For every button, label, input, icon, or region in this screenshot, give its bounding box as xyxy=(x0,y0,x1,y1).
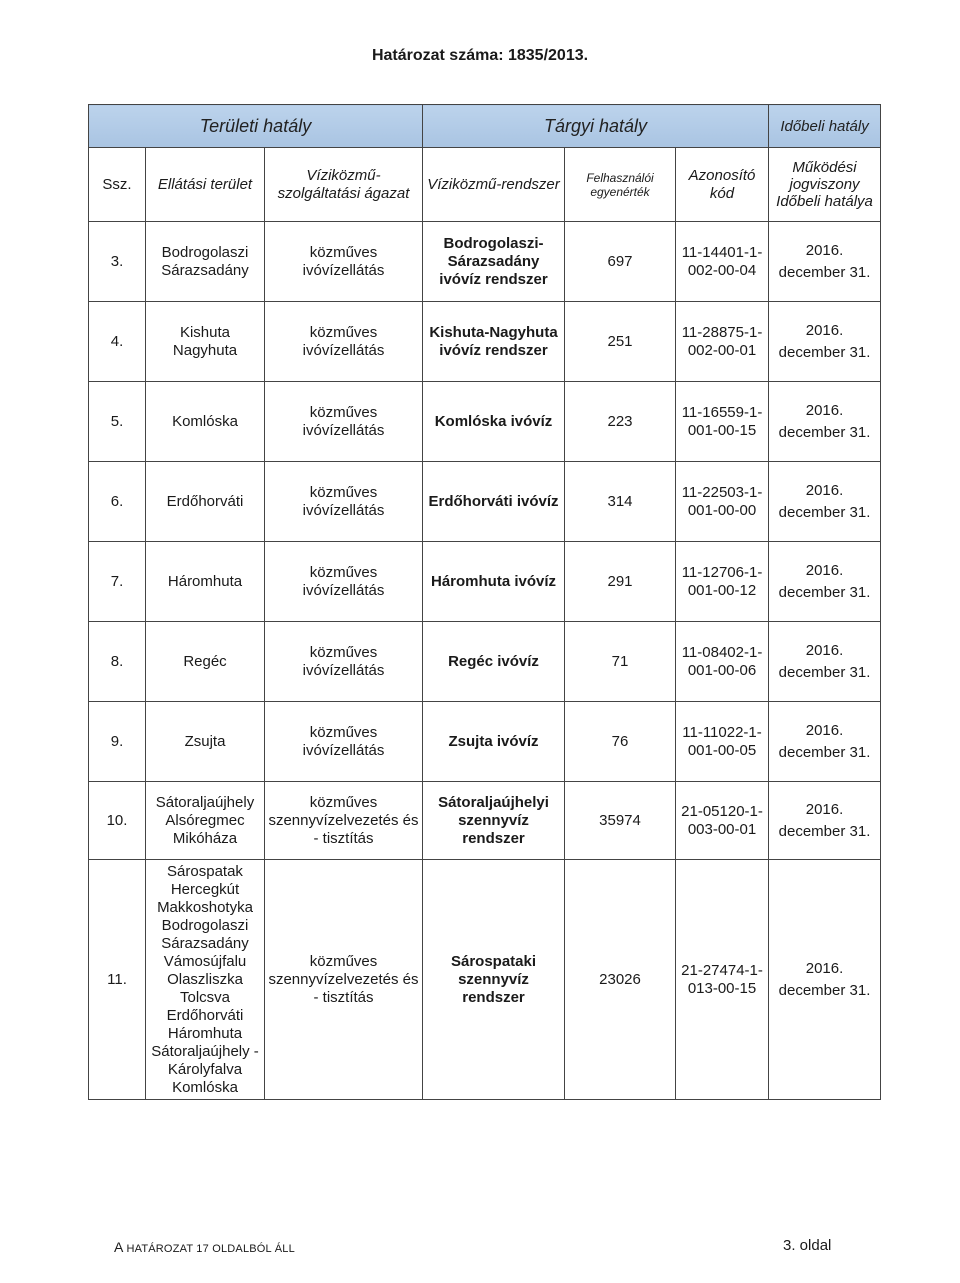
row-rendszer: Erdőhorváti ivóvíz xyxy=(423,462,565,542)
row-ssz: 3. xyxy=(89,222,146,302)
row-ssz: 9. xyxy=(89,702,146,782)
row-idobeli-hataly: 2016. december 31. xyxy=(769,860,881,1100)
row-felhasznaloi-egyenertek: 314 xyxy=(565,462,676,542)
row-idobeli-hataly: 2016. december 31. xyxy=(769,782,881,860)
row-idobeli-hataly: 2016. december 31. xyxy=(769,542,881,622)
footer-prefix: A xyxy=(114,1239,127,1255)
row-felhasznaloi-egyenertek: 23026 xyxy=(565,860,676,1100)
table-row xyxy=(89,382,881,462)
header-agazat: Víziközmű-szolgáltatási ágazat xyxy=(265,148,423,222)
row-azonosito-kod: 11-28875-1-002-00-01 xyxy=(676,302,769,382)
row-rendszer: Zsujta ivóvíz xyxy=(423,702,565,782)
row-agazat: közműves ivóvízellátás xyxy=(265,222,423,302)
row-ssz: 10. xyxy=(89,782,146,860)
row-idobeli-hataly: 2016. december 31. xyxy=(769,222,881,302)
row-agazat: közműves szennyvízelvezetés és - tisztítás xyxy=(265,860,423,1100)
row-azonosito-kod: 11-22503-1-001-00-00 xyxy=(676,462,769,542)
row-rendszer: Sátoraljaújhelyi szennyvíz rendszer xyxy=(423,782,565,860)
row-ellatasi-terulet: Bodrogolaszi Sárazsadány xyxy=(146,222,265,302)
row-felhasznaloi-egyenertek: 697 xyxy=(565,222,676,302)
row-azonosito-kod: 21-05120-1-003-00-01 xyxy=(676,782,769,860)
row-agazat: közműves ivóvízellátás xyxy=(265,302,423,382)
header-rendszer: Víziközmű-rendszer xyxy=(423,148,565,222)
row-ellatasi-terulet: Regéc xyxy=(146,622,265,702)
row-ellatasi-terulet: Háromhuta xyxy=(146,542,265,622)
row-azonosito-kod: 11-11022-1-001-00-05 xyxy=(676,702,769,782)
row-felhasznaloi-egyenertek: 35974 xyxy=(565,782,676,860)
row-ssz: 4. xyxy=(89,302,146,382)
header-mukodesi-jogviszony: Működési jogviszony Időbeli hatálya xyxy=(769,148,881,222)
row-rendszer: Bodrogolaszi-Sárazsadány ivóvíz rendszer xyxy=(423,222,565,302)
table-row xyxy=(89,860,881,1100)
row-rendszer: Sárospataki szennyvíz rendszer xyxy=(423,860,565,1100)
row-ssz: 11. xyxy=(89,860,146,1100)
header-teruleti-hataly: Területi hatály xyxy=(89,105,423,148)
row-idobeli-hataly: 2016. december 31. xyxy=(769,462,881,542)
header-azonosito-kod: Azonosító kód xyxy=(676,148,769,222)
row-azonosito-kod: 11-14401-1-002-00-04 xyxy=(676,222,769,302)
row-ellatasi-terulet: Erdőhorváti xyxy=(146,462,265,542)
table-row xyxy=(89,302,881,382)
row-azonosito-kod: 11-12706-1-001-00-12 xyxy=(676,542,769,622)
header-row-groups xyxy=(89,105,881,148)
table-row xyxy=(89,622,881,702)
header-ssz: Ssz. xyxy=(89,148,146,222)
row-azonosito-kod: 11-16559-1-001-00-15 xyxy=(676,382,769,462)
row-ssz: 6. xyxy=(89,462,146,542)
row-felhasznaloi-egyenertek: 76 xyxy=(565,702,676,782)
table-row xyxy=(89,542,881,622)
header-idobeli-hataly: Időbeli hatály xyxy=(769,105,881,148)
row-felhasznaloi-egyenertek: 223 xyxy=(565,382,676,462)
row-agazat: közműves ivóvízellátás xyxy=(265,702,423,782)
table-row xyxy=(89,702,881,782)
row-agazat: közműves ivóvízellátás xyxy=(265,462,423,542)
row-felhasznaloi-egyenertek: 251 xyxy=(565,302,676,382)
row-agazat: közműves ivóvízellátás xyxy=(265,622,423,702)
row-ssz: 7. xyxy=(89,542,146,622)
row-rendszer: Komlóska ivóvíz xyxy=(423,382,565,462)
row-rendszer: Háromhuta ivóvíz xyxy=(423,542,565,622)
header-felhasznaloi-egyenertek: Felhasználói egyenérték xyxy=(565,148,676,222)
row-agazat: közműves ivóvízellátás xyxy=(265,542,423,622)
row-agazat: közműves ivóvízellátás xyxy=(265,382,423,462)
row-felhasznaloi-egyenertek: 71 xyxy=(565,622,676,702)
row-rendszer: Kishuta-Nagyhuta ivóvíz rendszer xyxy=(423,302,565,382)
table-row xyxy=(89,782,881,860)
header-ellatasi-terulet: Ellátási terület xyxy=(146,148,265,222)
row-ssz: 5. xyxy=(89,382,146,462)
row-idobeli-hataly: 2016. december 31. xyxy=(769,622,881,702)
row-rendszer: Regéc ivóvíz xyxy=(423,622,565,702)
document-title: Határozat száma: 1835/2013. xyxy=(371,47,589,64)
authority-table xyxy=(88,104,881,1100)
table-row xyxy=(89,462,881,542)
row-ellatasi-terulet: Komlóska xyxy=(146,382,265,462)
row-felhasznaloi-egyenertek: 291 xyxy=(565,542,676,622)
row-ellatasi-terulet: Zsujta xyxy=(146,702,265,782)
footer-page-count-text: HATÁROZAT 17 OLDALBÓL ÁLL xyxy=(126,1243,295,1255)
row-azonosito-kod: 21-27474-1-013-00-15 xyxy=(676,860,769,1100)
row-ssz: 8. xyxy=(89,622,146,702)
row-agazat: közműves szennyvízelvezetés és - tisztítás xyxy=(265,782,423,860)
row-idobeli-hataly: 2016. december 31. xyxy=(769,302,881,382)
row-idobeli-hataly: 2016. december 31. xyxy=(769,382,881,462)
row-azonosito-kod: 11-08402-1-001-00-06 xyxy=(676,622,769,702)
row-ellatasi-terulet: Sárospatak Hercegkút Makkoshotyka Bodrogolaszi Sárazsadány Vámosújfalu Olaszliszka Tolcsva Erdőhorváti Háromhuta Sátoraljaújhely -Károlyfalva Komlóska xyxy=(146,860,265,1100)
footer-page-count xyxy=(114,1239,295,1255)
row-ellatasi-terulet: Kishuta Nagyhuta xyxy=(146,302,265,382)
row-idobeli-hataly: 2016. december 31. xyxy=(769,702,881,782)
row-ellatasi-terulet: Sátoraljaújhely Alsóregmec Mikóháza xyxy=(146,782,265,860)
header-targyi-hataly: Tárgyi hatály xyxy=(423,105,769,148)
header-row-columns xyxy=(89,148,881,222)
table-row xyxy=(89,222,881,302)
footer-page-number: 3. oldal xyxy=(783,1237,832,1254)
